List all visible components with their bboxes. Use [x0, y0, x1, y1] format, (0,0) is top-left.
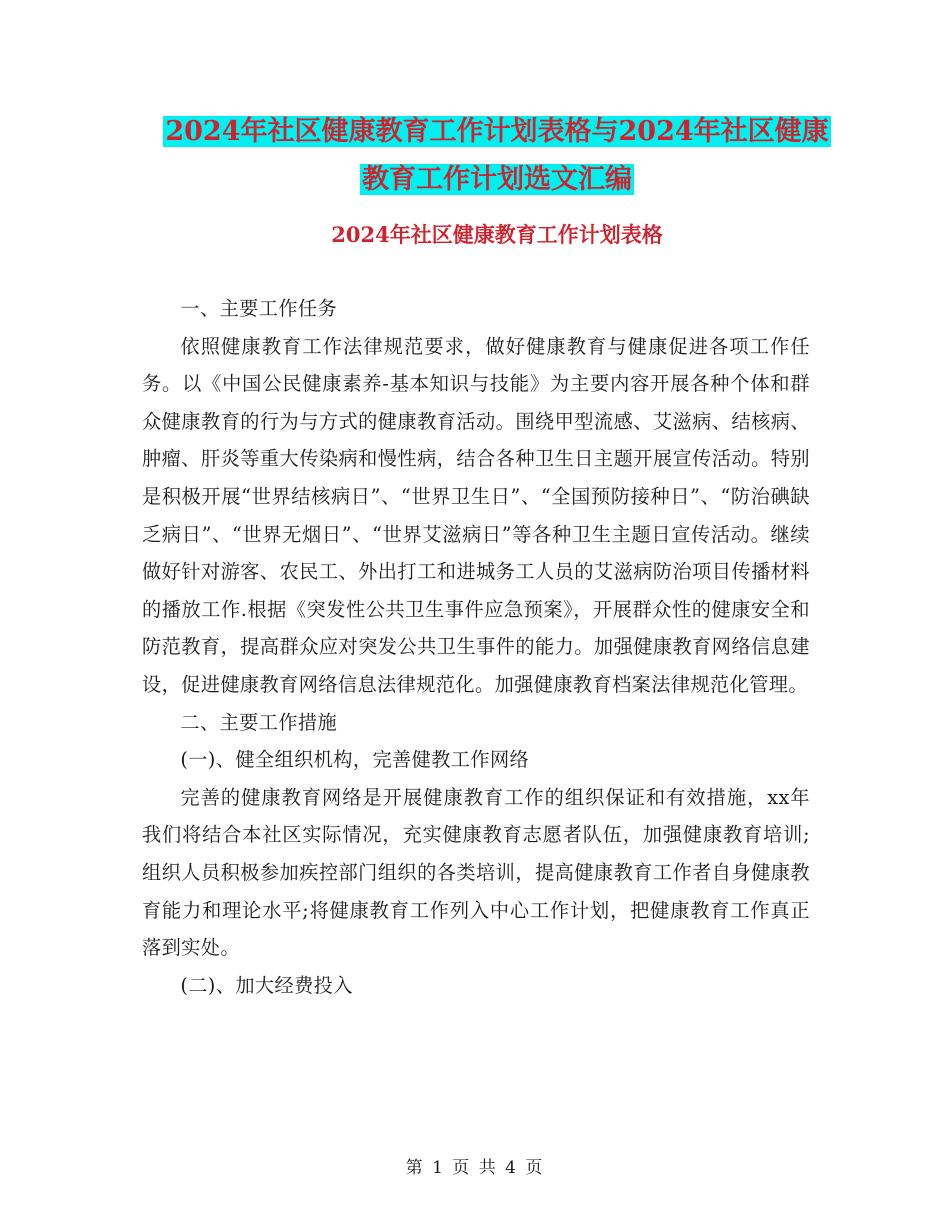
subheading-organization: (一)、健全组织机构，完善健教工作网络	[180, 748, 530, 772]
title-line-2: 教育工作计划选文汇编	[362, 164, 632, 195]
document-title	[140, 108, 854, 204]
paragraph-tasks: 依照健康教育工作法律规范要求，做好健康教育与健康促进各项工作任务。以《中国公民健康素养-基本知识与技能》为主要内容开展各种个体和群众健康教育的行为与方式的健康教育活动。围绕甲型流感、艾滋病、结核病、肿瘤、肝炎等重大传染病和慢性病，结合各种卫生日主题开展宣传活动。特别是积极开展“世界结核病日”、“世界卫生日”、“全国预防接种日”、“防治碘缺乏病日”、“世界无烟日”、“世界艾滋病日”等各种卫生主题日宣传活动。继续做好针对游客、农民工、外出打工和进城务工人员的艾滋病防治项目传播材料的播放工作.根据《突发性公共卫生事件应急预案》，开展群众性的健康安全和防范教育，提高群众应对突发公共卫生事件的能力。加强健康教育网络信息建设，促进健康教育网络信息法律规范化。加强健康教育档案法律规范化管理。	[142, 334, 810, 696]
heading-main-measures: 二、主要工作措施	[180, 710, 338, 734]
title-line-1: 2024年社区健康教育工作计划表格与2024年社区健康	[165, 116, 829, 147]
section-subtitle: 2024年社区健康教育工作计划表格	[331, 222, 663, 247]
subheading-funding: (二)、加大经费投入	[180, 973, 353, 997]
document-body	[142, 290, 810, 1004]
page-footer: 第 1 页 共 4 页	[405, 1158, 545, 1178]
paragraph-organization: 完善的健康教育网络是开展健康教育工作的组织保证和有效措施，xx年我们将结合本社区实际情况，充实健康教育志愿者队伍，加强健康教育培训;组织人员积极参加疾控部门组织的各类培训，提高健康教育工作者自身健康教育能力和理论水平;将健康教育工作列入中心工作计划，把健康教育工作真正落到实处。	[142, 785, 810, 960]
heading-main-tasks: 一、主要工作任务	[180, 297, 338, 320]
